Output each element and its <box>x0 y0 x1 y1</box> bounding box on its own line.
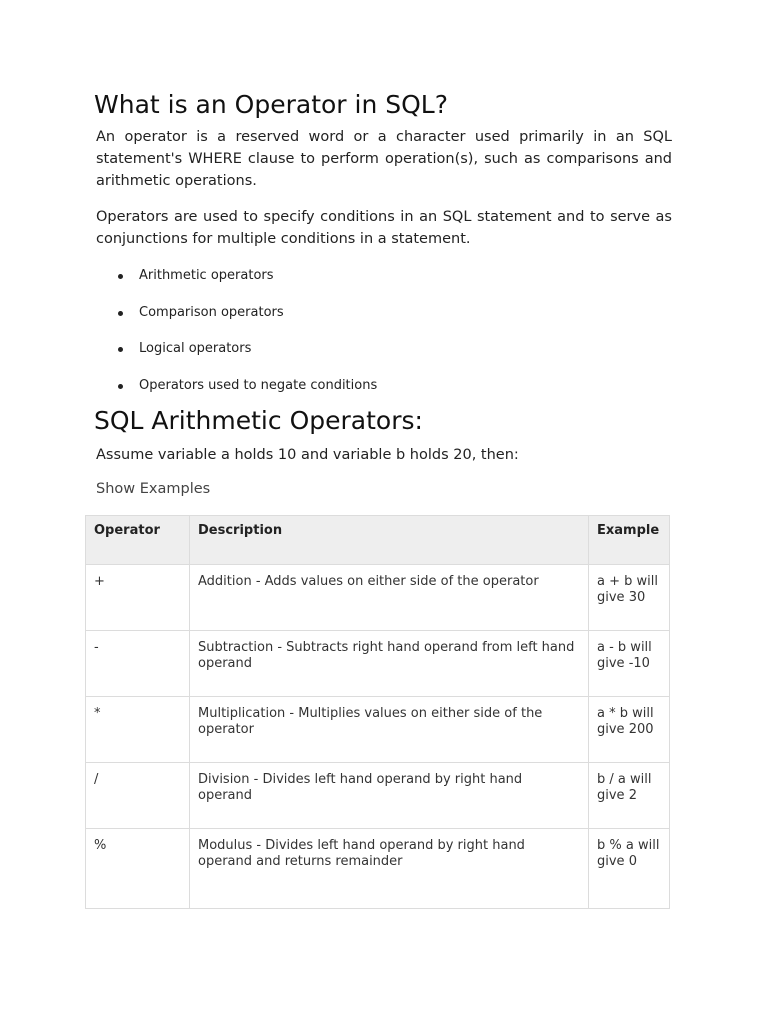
arithmetic-operators-table <box>85 515 670 909</box>
example-cell: b / a will give 2 <box>589 763 670 829</box>
section-title-arithmetic: SQL Arithmetic Operators: <box>94 406 423 435</box>
list-item <box>96 374 656 411</box>
bullet-icon <box>118 384 123 389</box>
column-header-description: Description <box>190 516 589 565</box>
list-item-label: Comparison operators <box>139 304 284 320</box>
show-examples-link[interactable]: Show Examples <box>96 481 211 497</box>
column-header-example: Example <box>589 516 670 565</box>
table-row <box>86 565 670 631</box>
operator-cell: - <box>86 631 190 697</box>
assumption-text: Assume variable a holds 10 and variable b holds 20, then: <box>96 447 519 463</box>
intro-paragraph-2: Operators are used to specify conditions in an SQL statement and to serve as conjunctions for multiple conditions in a statement. <box>96 209 672 247</box>
list-item-label: Logical operators <box>139 341 252 356</box>
list-item-label: Operators used to negate conditions <box>139 377 378 393</box>
table-row <box>86 829 670 909</box>
list-item <box>96 301 656 338</box>
operator-types-list <box>96 264 656 410</box>
list-item <box>96 337 656 374</box>
operator-cell: * <box>86 697 190 763</box>
bullet-icon <box>118 274 123 279</box>
table-header-row <box>86 516 670 565</box>
intro-paragraph-1: An operator is a reserved word or a character used primarily in an SQL statement's WHERE clause to perform operation(s), such as comparisons and arithmetic operations. <box>96 129 672 189</box>
table-row <box>86 763 670 829</box>
operator-cell: / <box>86 763 190 829</box>
description-cell: Modulus - Divides left hand operand by right hand operand and returns remainder <box>190 829 589 909</box>
example-cell: a * b will give 200 <box>589 697 670 763</box>
description-cell: Multiplication - Multiplies values on either side of the operator <box>190 697 589 763</box>
operator-cell: + <box>86 565 190 631</box>
table-row <box>86 697 670 763</box>
example-cell: a + b will give 30 <box>589 565 670 631</box>
list-item <box>96 264 656 301</box>
description-cell: Addition - Adds values on either side of the operator <box>190 565 589 631</box>
example-cell: b % a will give 0 <box>589 829 670 909</box>
list-item-label: Arithmetic operators <box>139 268 274 283</box>
bullet-icon <box>118 311 123 316</box>
page-title: What is an Operator in SQL? <box>94 90 448 119</box>
description-cell: Division - Divides left hand operand by right hand operand <box>190 763 589 829</box>
column-header-operator: Operator <box>86 516 190 565</box>
operator-cell: % <box>86 829 190 909</box>
example-cell: a - b will give -10 <box>589 631 670 697</box>
bullet-icon <box>118 347 123 352</box>
description-cell: Subtraction - Subtracts right hand operand from left hand operand <box>190 631 589 697</box>
table-row <box>86 631 670 697</box>
